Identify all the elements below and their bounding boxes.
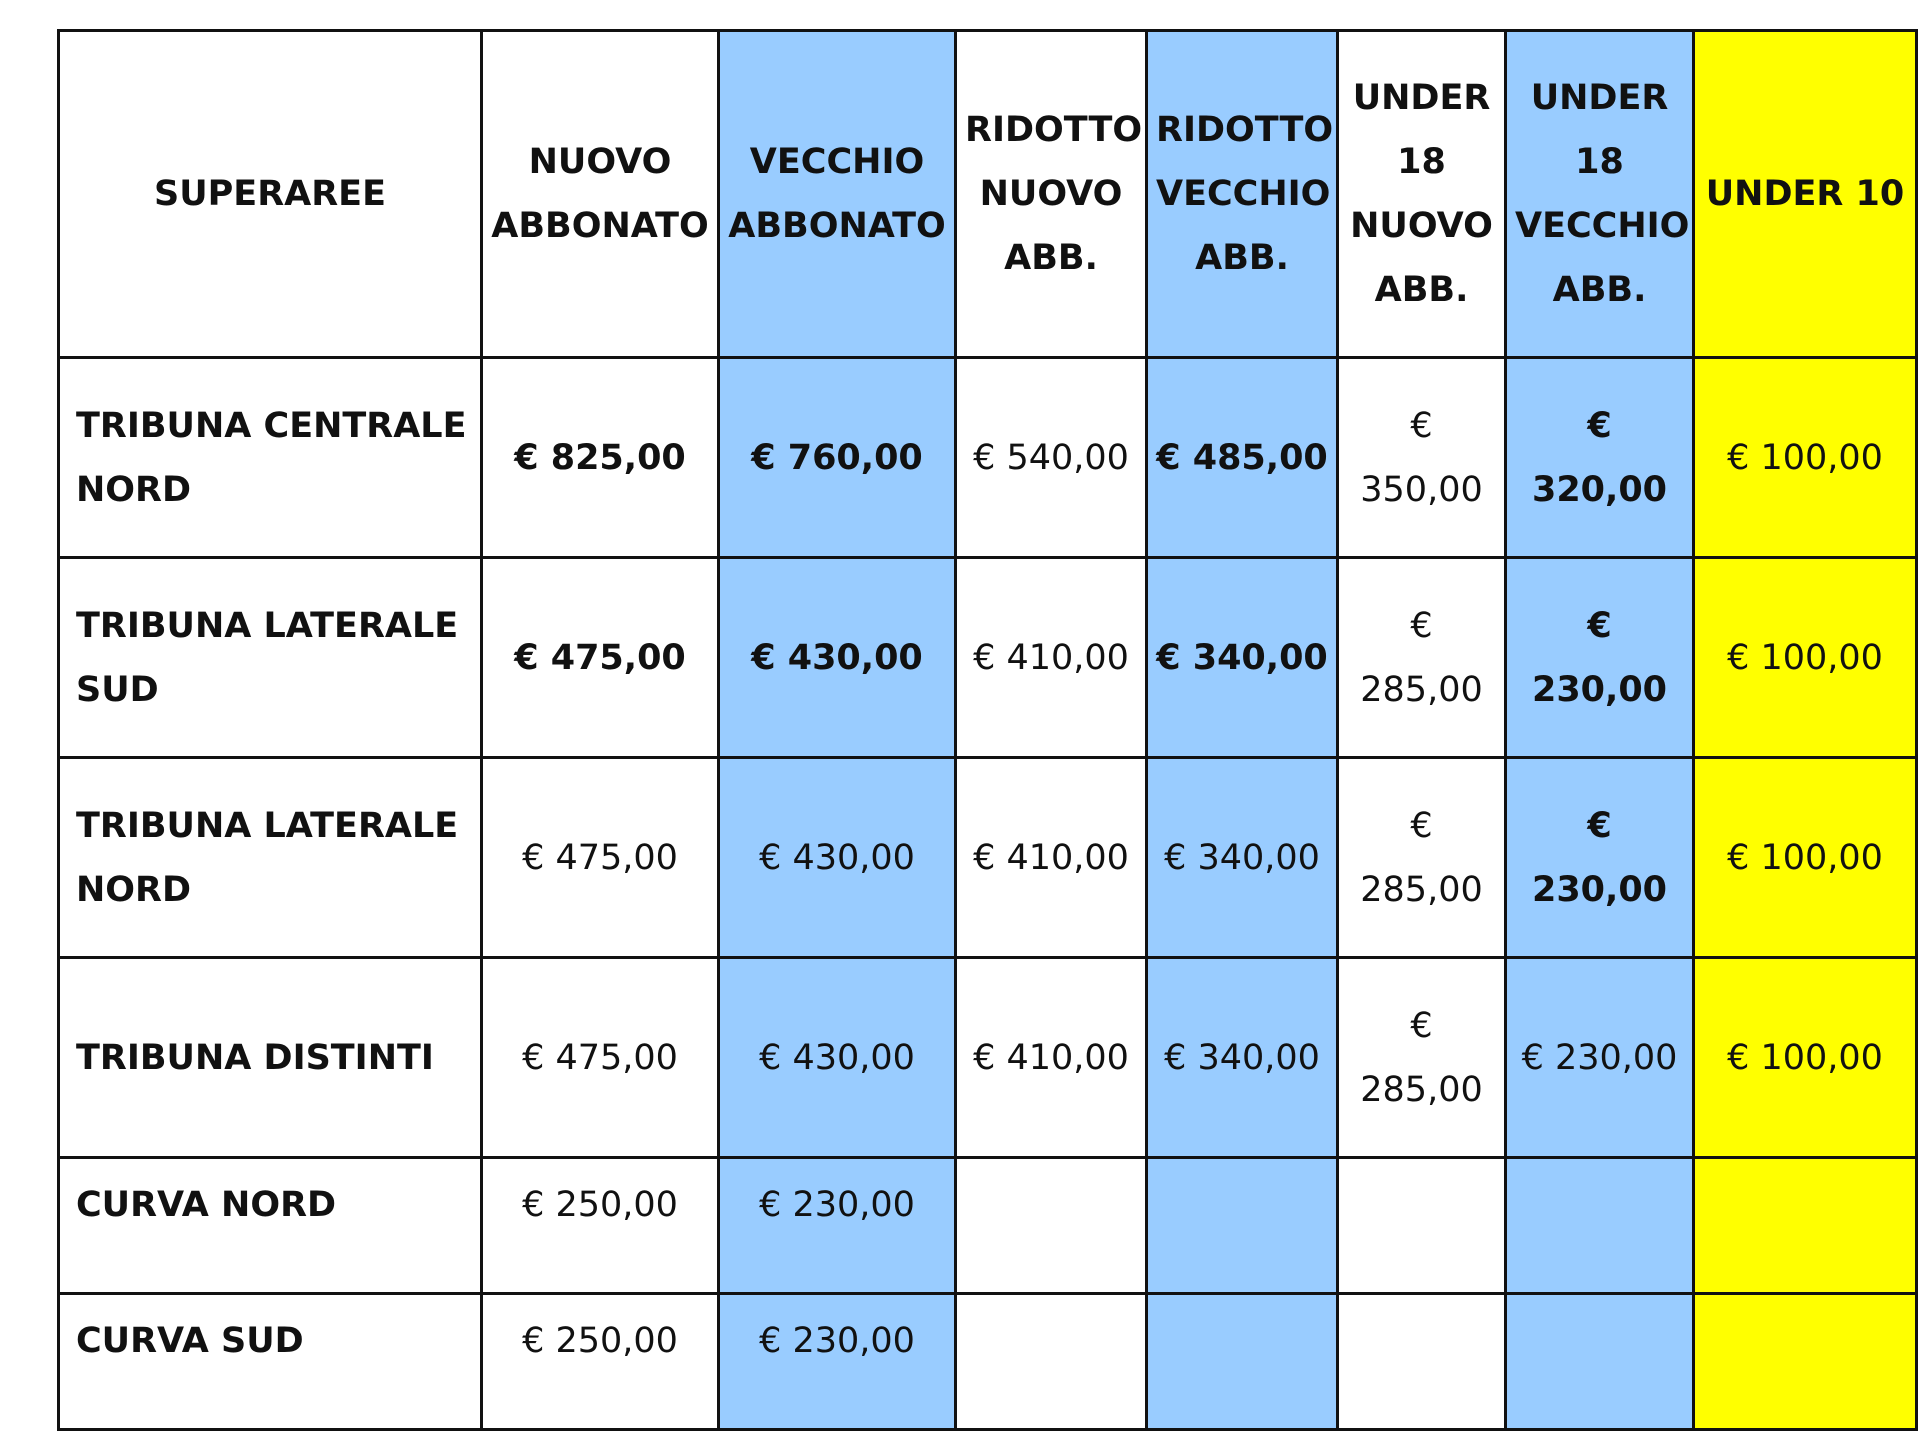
price-cell: € 230,00 xyxy=(1506,958,1694,1158)
price-cell xyxy=(1147,1294,1338,1430)
table-row xyxy=(59,958,1917,1158)
price-cell: € 410,00 xyxy=(956,958,1147,1158)
header-superaree: SUPERAREE xyxy=(59,31,482,358)
header-row xyxy=(59,31,1917,358)
price-cell: € 340,00 xyxy=(1147,758,1338,958)
price-cell: € 100,00 xyxy=(1694,958,1917,1158)
price-cell: € 250,00 xyxy=(482,1158,719,1294)
price-cell: € 350,00 xyxy=(1338,358,1506,558)
price-cell xyxy=(1694,1158,1917,1294)
price-cell: € 430,00 xyxy=(719,958,956,1158)
price-cell xyxy=(1147,1158,1338,1294)
price-cell xyxy=(956,1158,1147,1294)
price-table xyxy=(57,29,1918,1431)
header-ridotto-nuovo: RIDOTTO NUOVO ABB. xyxy=(956,31,1147,358)
price-cell: € 250,00 xyxy=(482,1294,719,1430)
header-ridotto-vecchio: RIDOTTO VECCHIO ABB. xyxy=(1147,31,1338,358)
area-name: CURVA SUD xyxy=(59,1294,482,1430)
area-name: TRIBUNA LATERALE SUD xyxy=(59,558,482,758)
table-row xyxy=(59,1294,1917,1430)
area-name: TRIBUNA LATERALE NORD xyxy=(59,758,482,958)
header-under18-nuovo: UNDER 18 NUOVO ABB. xyxy=(1338,31,1506,358)
header-nuovo-abbonato: NUOVO ABBONATO xyxy=(482,31,719,358)
header-vecchio-abbonato: VECCHIO ABBONATO xyxy=(719,31,956,358)
area-name: TRIBUNA CENTRALE NORD xyxy=(59,358,482,558)
area-name: CURVA NORD xyxy=(59,1158,482,1294)
price-cell: € 100,00 xyxy=(1694,758,1917,958)
price-cell: € 475,00 xyxy=(482,558,719,758)
price-cell: € 230,00 xyxy=(1506,758,1694,958)
price-cell: € 340,00 xyxy=(1147,958,1338,1158)
price-cell: € 475,00 xyxy=(482,758,719,958)
price-cell: € 410,00 xyxy=(956,758,1147,958)
price-cell: € 475,00 xyxy=(482,958,719,1158)
price-cell: € 320,00 xyxy=(1506,358,1694,558)
price-cell: € 285,00 xyxy=(1338,958,1506,1158)
price-cell: € 825,00 xyxy=(482,358,719,558)
price-cell: € 430,00 xyxy=(719,558,956,758)
header-under10: UNDER 10 xyxy=(1694,31,1917,358)
price-cell: € 540,00 xyxy=(956,358,1147,558)
price-cell: € 230,00 xyxy=(719,1158,956,1294)
price-cell: € 430,00 xyxy=(719,758,956,958)
table-row xyxy=(59,758,1917,958)
price-cell: € 100,00 xyxy=(1694,558,1917,758)
price-cell xyxy=(1506,1158,1694,1294)
price-cell: € 285,00 xyxy=(1338,758,1506,958)
price-cell: € 760,00 xyxy=(719,358,956,558)
price-cell: € 285,00 xyxy=(1338,558,1506,758)
price-cell: € 485,00 xyxy=(1147,358,1338,558)
price-cell xyxy=(1506,1294,1694,1430)
price-cell: € 230,00 xyxy=(719,1294,956,1430)
header-under18-vecchio: UNDER 18 VECCHIO ABB. xyxy=(1506,31,1694,358)
price-cell xyxy=(1338,1294,1506,1430)
table-row xyxy=(59,1158,1917,1294)
price-cell: € 230,00 xyxy=(1506,558,1694,758)
price-cell xyxy=(956,1294,1147,1430)
price-cell: € 340,00 xyxy=(1147,558,1338,758)
price-cell: € 100,00 xyxy=(1694,358,1917,558)
price-cell: € 410,00 xyxy=(956,558,1147,758)
table-row xyxy=(59,358,1917,558)
area-name: TRIBUNA DISTINTI xyxy=(59,958,482,1158)
price-cell xyxy=(1338,1158,1506,1294)
price-cell xyxy=(1694,1294,1917,1430)
table-row xyxy=(59,558,1917,758)
